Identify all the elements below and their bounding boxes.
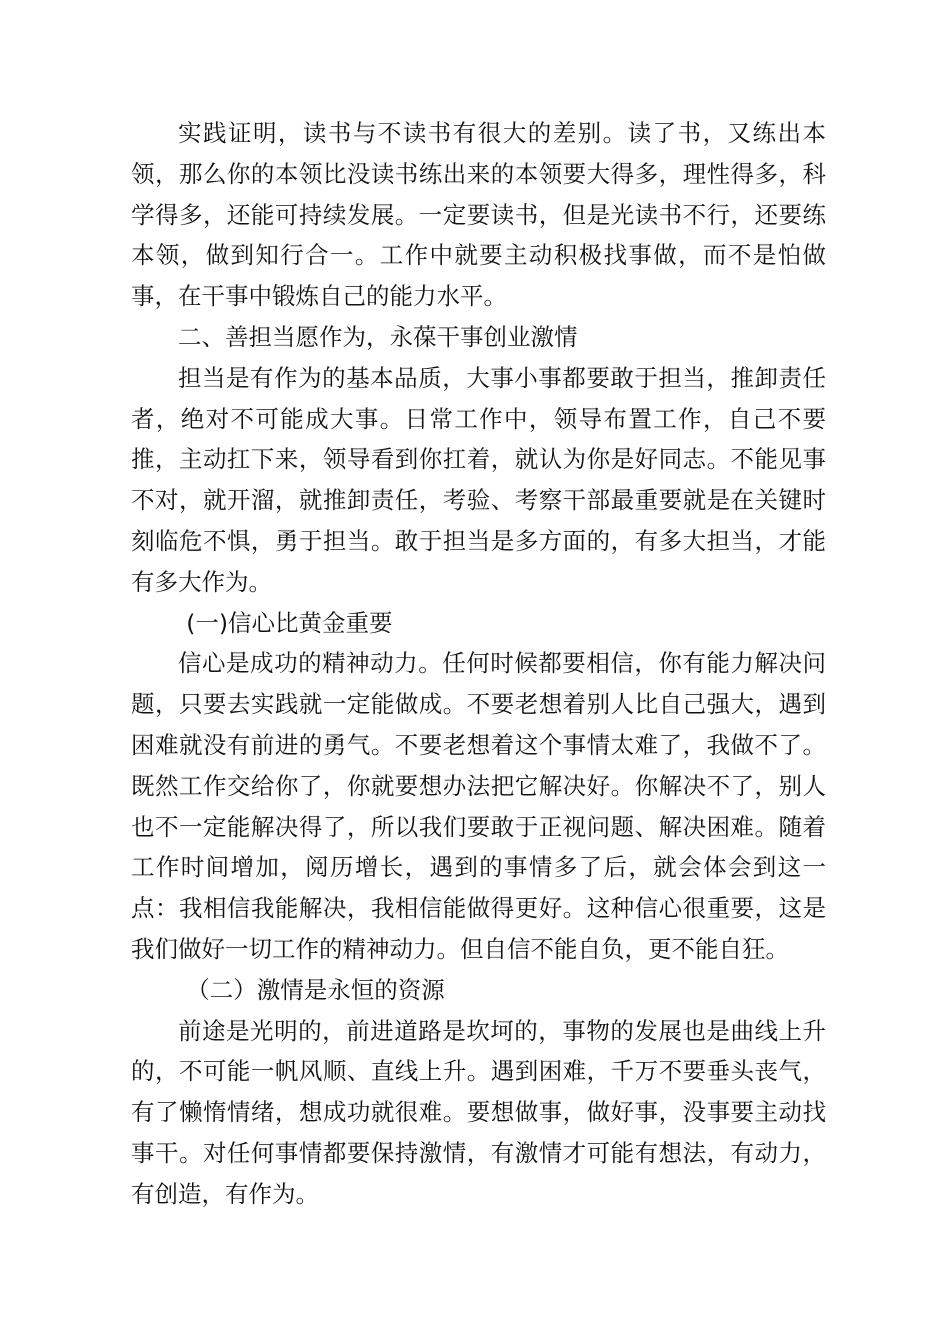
- paragraph-passion: 前途是光明的，前进道路是坎坷的，事物的发展也是曲线上升的，不可能一帆风顺、直线上升。遇到困难，千万不要垂头丧气，有了懒惰情绪，想成功就很难。要想做事，做好事，没事要主动找事干。对任何事情都要保持激情，有激情才可能有想法，有动力，有创造，有作为。: [131, 1016, 826, 1208]
- document-page: [131, 113, 826, 1215]
- subheading-passion: （二）激情是永恒的资源: [186, 975, 445, 1004]
- paragraph-reading-practice: 实践证明，读书与不读书有很大的差别。读了书，又练出本领，那么你的本领比没读书练出来的本领要大得多，理性得多，科学得多，还能可持续发展。一定要读书，但是光读书不行，还要练本领，做到知行合一。工作中就要主动积极找事做，而不是怕做事，在干事中锻炼自己的能力水平。: [131, 119, 826, 311]
- section-heading-responsibility: 二、善担当愿作为，永葆干事创业激情: [178, 322, 578, 351]
- paragraph-responsibility: 担当是有作为的基本品质，大事小事都要敢于担当，推卸责任者，绝对不可能成大事。日常工作中，领导布置工作，自己不要推，主动扛下来，领导看到你扛着，就认为你是好同志。不能见事不对，就开溜，就推卸责任，考验、考察干部最重要就是在关键时刻临危不惧，勇于担当。敢于担当是多方面的，有多大担当，才能有多大作为。: [131, 363, 826, 596]
- paragraph-confidence: 信心是成功的精神动力。任何时候都要相信，你有能力解决问题，只要去实践就一定能做成。不要老想着别人比自己强大，遇到困难就没有前进的勇气。不要老想着这个事情太难了，我做不了。既然工作交给你了，你就要想办法把它解决好。你解决不了，别人也不一定能解决得了，所以我们要敢于正视问题、解决困难。随着工作时间增加，阅历增长，遇到的事情多了后，就会体会到这一点：我相信我能解决，我相信能做得更好。这种信心很重要，这是我们做好一切工作的精神动力。但自信不能自负，更不能自狂。: [131, 649, 826, 963]
- subheading-confidence: (一)信心比黄金重要: [186, 608, 393, 637]
